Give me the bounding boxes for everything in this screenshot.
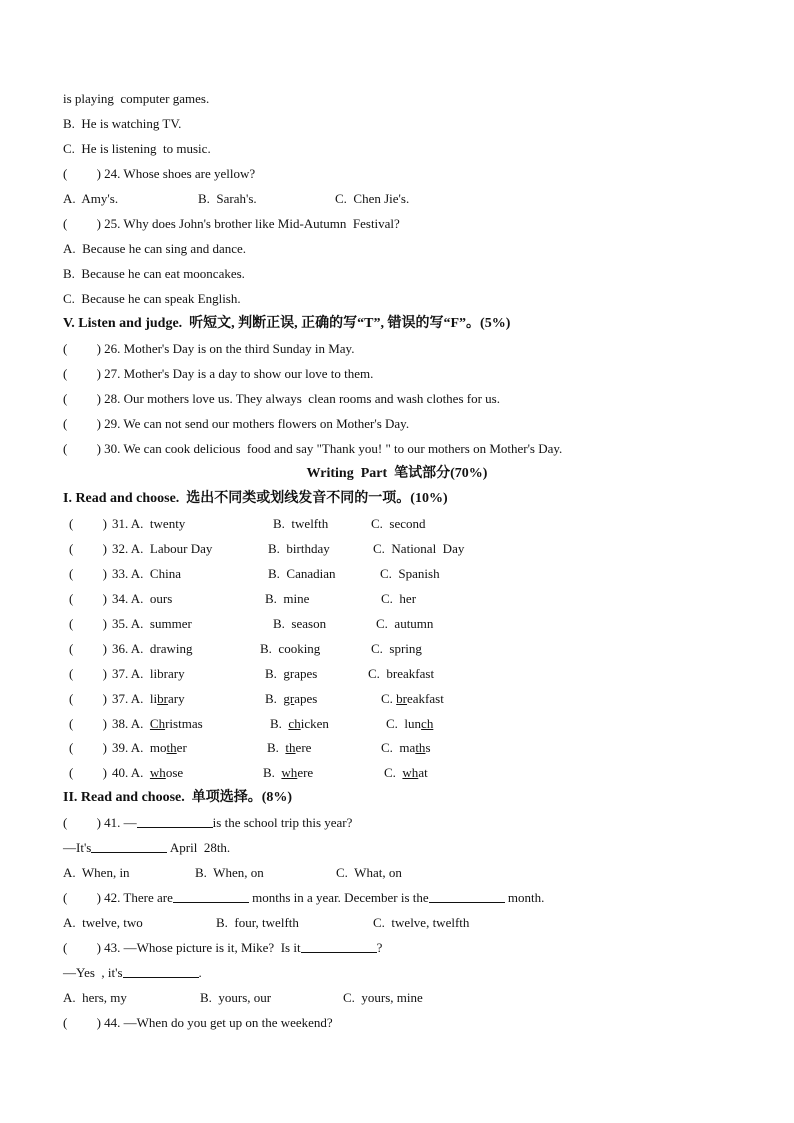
option-b: B. Sarah's. bbox=[198, 191, 257, 206]
option-c: C. What, on bbox=[336, 865, 402, 880]
question-text: months in a year. December is the bbox=[248, 890, 429, 905]
option-text: apes bbox=[294, 691, 318, 706]
option-a: 32. A. Labour Day bbox=[112, 541, 213, 556]
judge-item: ( ) 26. Mother's Day is on the third Sunday in May. bbox=[63, 341, 355, 356]
answer-paren: ( ) bbox=[69, 591, 107, 606]
question-text: month. bbox=[504, 890, 545, 905]
option-text: C. lun bbox=[386, 716, 422, 731]
option-b: B. Because he can eat mooncakes. bbox=[63, 266, 245, 281]
option-b: B. grapes bbox=[265, 666, 318, 681]
underlined-letters: ch bbox=[421, 716, 434, 731]
question-text: is the school trip this year? bbox=[212, 815, 353, 830]
option-text: er bbox=[176, 740, 187, 755]
option-a: A. When, in bbox=[63, 865, 130, 880]
choice-row bbox=[63, 763, 743, 783]
underlined-letters: gr bbox=[283, 691, 295, 706]
option-b: B. twelfth bbox=[273, 516, 329, 531]
choice-row bbox=[63, 738, 743, 758]
answer-blank bbox=[91, 838, 167, 853]
option-a bbox=[112, 689, 185, 709]
option-text: B. bbox=[270, 716, 289, 731]
option-text: icken bbox=[300, 716, 329, 731]
option-c: C. autumn bbox=[376, 616, 434, 631]
option-c: C. Chen Jie's. bbox=[335, 191, 410, 206]
question-43-line2 bbox=[63, 963, 202, 983]
option-b bbox=[267, 738, 311, 758]
option-text: 39. A. mo bbox=[112, 740, 167, 755]
option-b: B. birthday bbox=[268, 541, 330, 556]
option-text: is playing computer games. bbox=[63, 91, 210, 106]
question-42 bbox=[63, 888, 544, 908]
option-c: C. National Day bbox=[373, 541, 465, 556]
option-c: C. her bbox=[381, 591, 417, 606]
underlined-letters: th bbox=[285, 740, 296, 755]
option-b: B. Canadian bbox=[268, 566, 336, 581]
option-b: B. four, twelfth bbox=[216, 915, 299, 930]
question-24-options bbox=[63, 189, 743, 209]
underlined-letters: th bbox=[415, 740, 426, 755]
option-a: A. twelve, two bbox=[63, 915, 143, 930]
underlined-letters: br bbox=[157, 691, 168, 706]
option-text: eakfast bbox=[407, 691, 444, 706]
question-44: ( ) 44. —When do you get up on the weekend? bbox=[63, 1015, 333, 1030]
answer-paren: ( ) bbox=[69, 541, 107, 556]
answer-paren: ( ) bbox=[69, 516, 107, 531]
choice-row bbox=[63, 714, 743, 734]
underlined-letters: ch bbox=[288, 716, 301, 731]
answer-blank bbox=[429, 888, 505, 903]
choice-row bbox=[63, 614, 743, 634]
choice-row bbox=[63, 539, 743, 559]
option-a: A. Amy's. bbox=[63, 191, 119, 206]
question-41-options bbox=[63, 863, 743, 883]
option-text: 38. A. bbox=[112, 716, 150, 731]
answer-paren: ( ) bbox=[69, 765, 107, 780]
question-text: ( ) 41. — bbox=[63, 815, 137, 830]
option-a: 33. A. China bbox=[112, 566, 181, 581]
question-text: ( ) 43. —Whose picture is it, Mike? Is it bbox=[63, 940, 301, 955]
section-heading: V. Listen and judge. 听短文, 判断正误, 正确的写“T”, 错误的写“F”。(5%) bbox=[63, 316, 511, 331]
option-c: C. breakfast bbox=[368, 666, 435, 681]
option-text: B. bbox=[267, 740, 286, 755]
option-a: 31. A. twenty bbox=[112, 516, 186, 531]
underlined-letters: wh bbox=[402, 765, 419, 780]
option-a: A. Because he can sing and dance. bbox=[63, 241, 247, 256]
option-c bbox=[381, 689, 444, 709]
option-text: B. He is watching TV. bbox=[63, 116, 182, 131]
question-text: —Yes , it's bbox=[63, 965, 123, 980]
choice-row bbox=[63, 564, 743, 584]
question-24: ( ) 24. Whose shoes are yellow? bbox=[63, 166, 256, 181]
option-b bbox=[270, 714, 329, 734]
option-b: B. cooking bbox=[260, 641, 321, 656]
section-heading: II. Read and choose. 单项选择。(8%) bbox=[63, 790, 293, 805]
option-a: 34. A. ours bbox=[112, 591, 173, 606]
option-b: B. mine bbox=[265, 591, 310, 606]
option-a bbox=[112, 738, 187, 758]
judge-item: ( ) 28. Our mothers love us. They always clean rooms and wash clothes for us. bbox=[63, 391, 500, 406]
answer-paren: ( ) bbox=[69, 641, 107, 656]
option-text: B. bbox=[263, 765, 282, 780]
option-text: B. bbox=[265, 691, 284, 706]
option-a: A. hers, my bbox=[63, 990, 127, 1005]
choice-row bbox=[63, 689, 743, 709]
option-b bbox=[263, 763, 313, 783]
option-a: 37. A. library bbox=[112, 666, 185, 681]
choice-row bbox=[63, 514, 743, 534]
option-a bbox=[112, 714, 203, 734]
option-c: C. spring bbox=[371, 641, 422, 656]
option-text: ose bbox=[165, 765, 184, 780]
underlined-letters: wh bbox=[149, 765, 166, 780]
option-text: ere bbox=[297, 765, 314, 780]
answer-paren: ( ) bbox=[69, 566, 107, 581]
answer-blank bbox=[137, 813, 213, 828]
answer-blank bbox=[173, 888, 249, 903]
option-text: s bbox=[425, 740, 431, 755]
option-c bbox=[381, 738, 431, 758]
option-c bbox=[384, 763, 428, 783]
question-text: —It's bbox=[63, 840, 92, 855]
option-a: 35. A. summer bbox=[112, 616, 192, 631]
question-43 bbox=[63, 938, 382, 958]
option-a bbox=[112, 763, 183, 783]
option-b bbox=[265, 689, 317, 709]
option-text: ary bbox=[168, 691, 185, 706]
option-c bbox=[386, 714, 433, 734]
option-text: 37. A. li bbox=[112, 691, 158, 706]
question-text: ( ) 42. There are bbox=[63, 890, 173, 905]
option-b: B. yours, our bbox=[200, 990, 272, 1005]
answer-paren: ( ) bbox=[69, 666, 107, 681]
underlined-letters: Ch bbox=[149, 716, 166, 731]
option-text: C. bbox=[384, 765, 403, 780]
option-c: C. yours, mine bbox=[343, 990, 423, 1005]
option-text: 40. A. bbox=[112, 765, 150, 780]
judge-item: ( ) 30. We can cook delicious food and say "Thank you! " to our mothers on Mother's Day. bbox=[63, 441, 563, 456]
choice-row bbox=[63, 639, 743, 659]
underlined-letters: wh bbox=[281, 765, 298, 780]
option-a: 36. A. drawing bbox=[112, 641, 193, 656]
answer-blank bbox=[301, 938, 377, 953]
answer-paren: ( ) bbox=[69, 691, 107, 706]
underlined-letters: br bbox=[396, 691, 408, 706]
option-text: C. He is listening to music. bbox=[63, 141, 211, 156]
section-heading: I. Read and choose. 选出不同类或划线发音不同的一项。(10%) bbox=[63, 491, 448, 506]
question-text: ? bbox=[376, 940, 383, 955]
choice-row bbox=[63, 589, 743, 609]
question-41 bbox=[63, 813, 352, 833]
question-text: April 28th. bbox=[167, 840, 231, 855]
option-b: B. season bbox=[273, 616, 327, 631]
option-c: C. twelve, twelfth bbox=[373, 915, 470, 930]
question-41-line2 bbox=[63, 838, 230, 858]
question-25: ( ) 25. Why does John's brother like Mid-Autumn Festival? bbox=[63, 216, 400, 231]
judge-item: ( ) 29. We can not send our mothers flowers on Mother's Day. bbox=[63, 416, 410, 431]
writing-part-title: Writing Part 笔试部分(70%) bbox=[306, 466, 488, 481]
underlined-letters: th bbox=[166, 740, 177, 755]
answer-paren: ( ) bbox=[69, 616, 107, 631]
judge-item: ( ) 27. Mother's Day is a day to show our love to them. bbox=[63, 366, 374, 381]
option-b: B. When, on bbox=[195, 865, 264, 880]
answer-blank bbox=[123, 963, 199, 978]
question-43-options bbox=[63, 988, 743, 1008]
option-text: ristmas bbox=[165, 716, 203, 731]
answer-paren: ( ) bbox=[69, 740, 107, 755]
option-text: at bbox=[418, 765, 428, 780]
option-text: C. bbox=[381, 691, 397, 706]
option-text: ere bbox=[295, 740, 312, 755]
option-c: C. second bbox=[371, 516, 426, 531]
option-c: C. Because he can speak English. bbox=[63, 291, 241, 306]
answer-paren: ( ) bbox=[69, 716, 107, 731]
option-c: C. Spanish bbox=[380, 566, 440, 581]
option-text: C. ma bbox=[381, 740, 416, 755]
question-text: . bbox=[198, 965, 202, 980]
question-42-options bbox=[63, 913, 743, 933]
choice-row bbox=[63, 664, 743, 684]
